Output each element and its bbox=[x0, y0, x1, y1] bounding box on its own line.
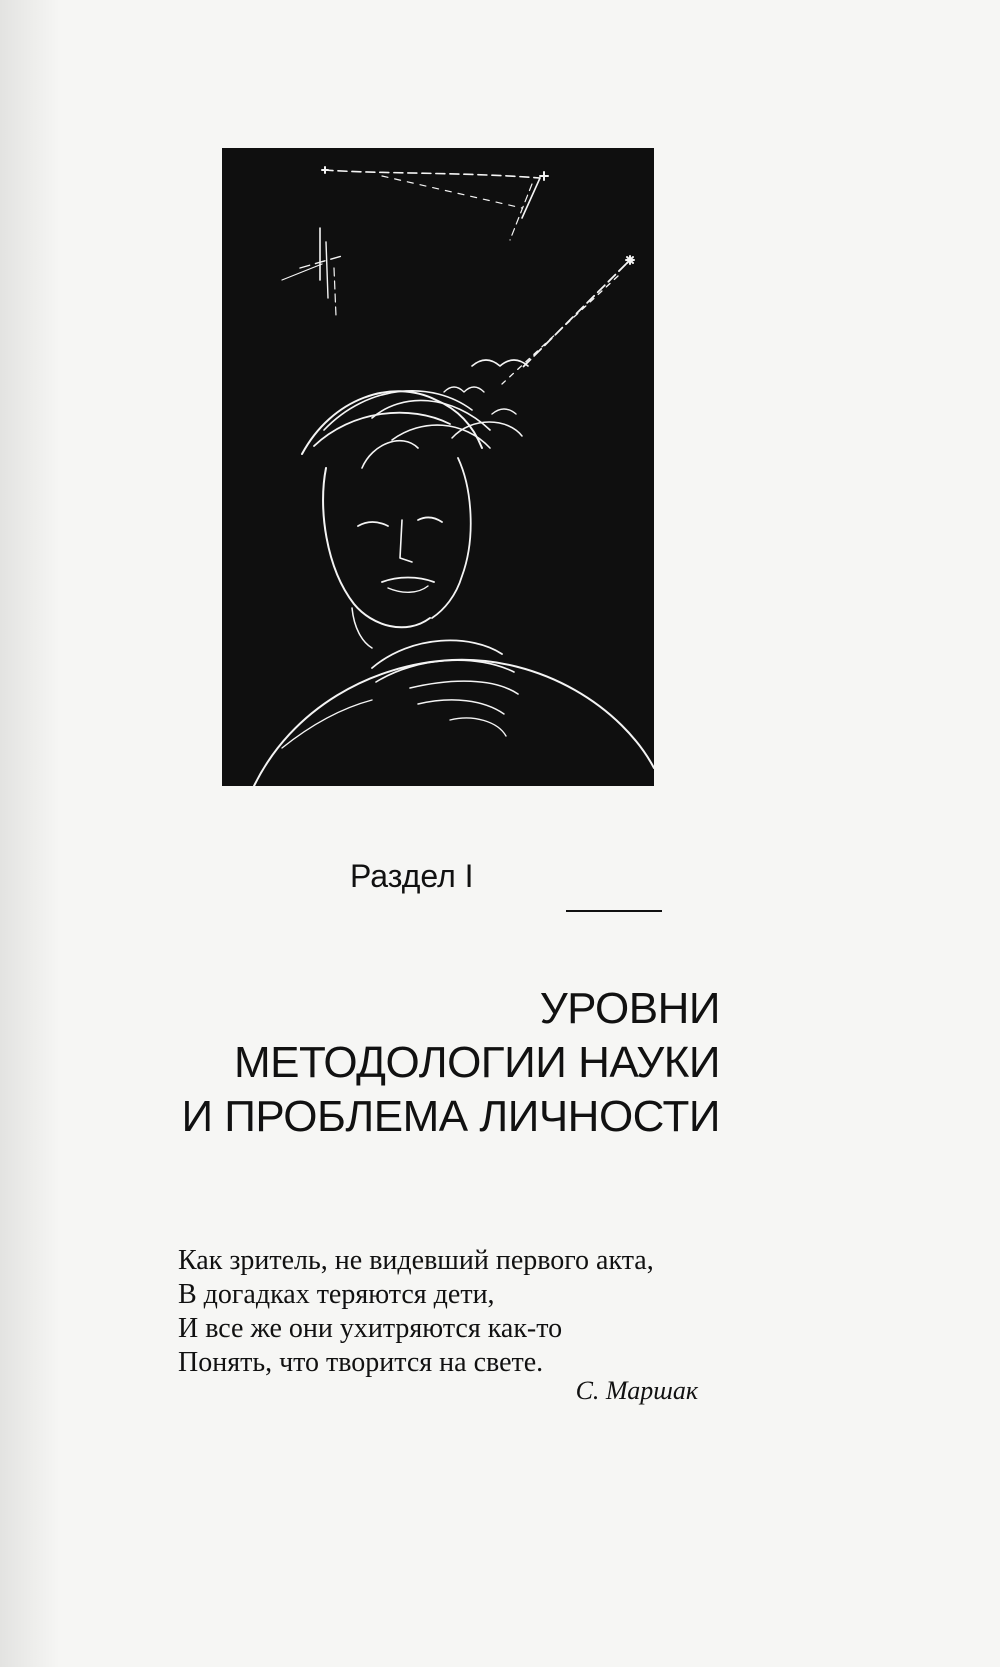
face-under-stars-illustration bbox=[222, 148, 654, 786]
page-edge-shadow bbox=[0, 0, 60, 1667]
epigraph bbox=[178, 1244, 698, 1380]
chapter-title-line: УРОВНИ bbox=[539, 984, 720, 1033]
chapter-title-line: МЕТОДОЛОГИИ НАУКИ bbox=[234, 1038, 720, 1087]
chapter-title-line: И ПРОБЛЕМА ЛИЧНОСТИ bbox=[181, 1092, 720, 1141]
epigraph-line: Как зритель, не видевший первого акта, bbox=[178, 1245, 654, 1276]
chapter-title bbox=[160, 982, 720, 1144]
section-label: Раздел I bbox=[350, 858, 474, 894]
star-icon bbox=[322, 167, 634, 264]
epigraph-line: В догадках теряются дети, bbox=[178, 1279, 495, 1310]
epigraph-line: И все же они ухитряются как-то bbox=[178, 1313, 563, 1344]
epigraph-line: Понять, что творится на свете. bbox=[178, 1347, 544, 1378]
section-divider bbox=[566, 910, 662, 912]
epigraph-author: С. Маршак bbox=[575, 1376, 698, 1405]
